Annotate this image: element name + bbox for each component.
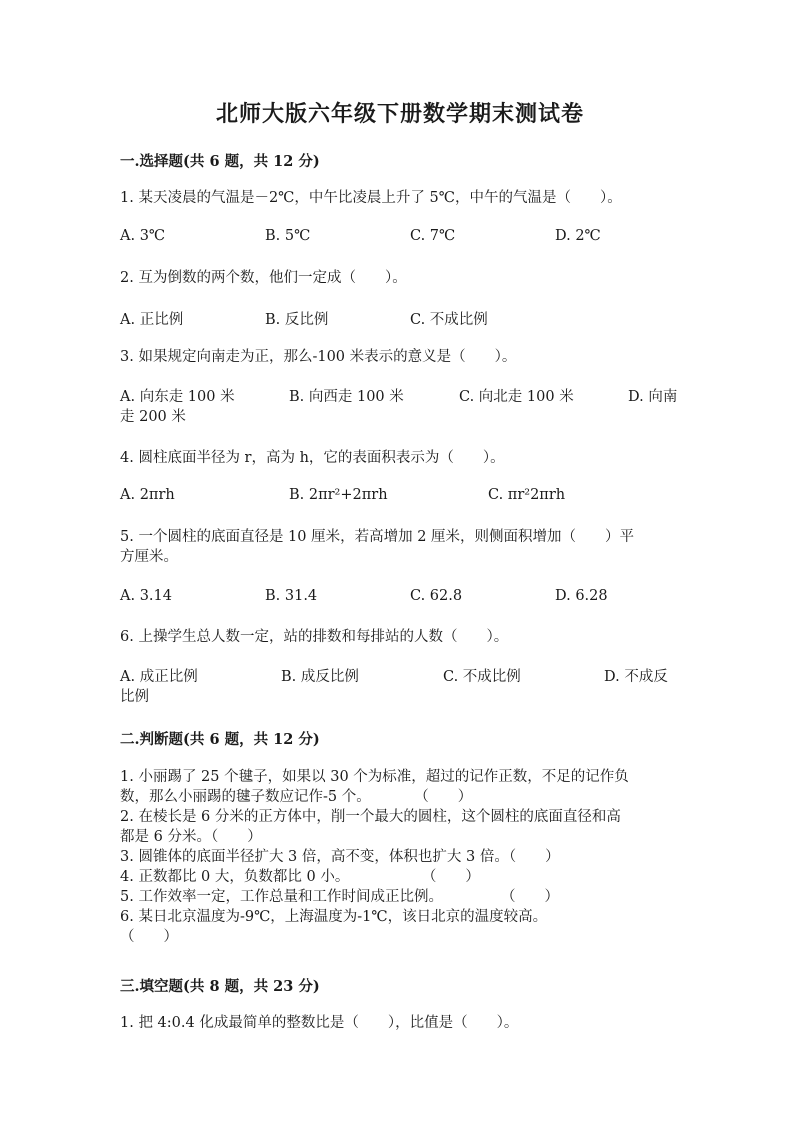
question-text: 2. 互为倒数的两个数，他们一定成（ ）。 <box>120 270 407 286</box>
option-a: A. 成正比例 <box>120 669 198 685</box>
judgement-line: 2. 在棱长是 6 分米的正方体中，削一个最大的圆柱，这个圆柱的底面直径和高 <box>120 809 621 825</box>
page-title: 北师大版六年级下册数学期末测试卷 <box>215 101 584 127</box>
option-c: C. 向北走 100 米 <box>459 389 574 405</box>
option-c: C. 不成比例 <box>410 312 488 328</box>
question-text: 1. 把 4:0.4 化成最简单的整数比是（ ），比值是（ ）。 <box>120 1015 519 1031</box>
option-b: B. 向西走 100 米 <box>289 389 404 405</box>
option-b: B. 2πr²+2πrh <box>289 487 388 503</box>
option-b: B. 反比例 <box>265 312 329 328</box>
option-d: D. 6.28 <box>555 588 608 604</box>
option-b: B. 31.4 <box>265 588 318 604</box>
judgement-line: 都是 6 分米。（ ） <box>120 829 262 845</box>
option-c: C. πr²2πrh <box>488 487 566 503</box>
options-row <box>120 308 680 328</box>
options-row <box>120 387 680 427</box>
option-d: D. 向南 <box>628 389 678 405</box>
options-row <box>120 228 680 248</box>
options-row <box>120 487 680 507</box>
judgement-line: 5. 工作效率一定，工作总量和工作时间成正比例。 （ ） <box>120 889 559 905</box>
question-line: 5. 一个圆柱的底面直径是 10 厘米，若高增加 2 厘米，则侧面积增加（ ）平 <box>120 529 635 545</box>
option-a: A. 2πrh <box>120 487 175 503</box>
option-b: B. 5℃ <box>265 228 311 244</box>
question-line: 方厘米。 <box>120 549 178 565</box>
option-a: A. 向东走 100 米 <box>120 389 235 405</box>
options-row <box>120 667 680 707</box>
option-a: A. 3.14 <box>120 588 172 604</box>
option-c: C. 62.8 <box>410 588 463 604</box>
option-d: D. 2℃ <box>555 228 601 244</box>
judgement-list <box>120 767 680 947</box>
option-b: B. 成反比例 <box>281 669 359 685</box>
option-d-continued: 比例 <box>120 689 149 705</box>
section-heading-choice: 一.选择题(共 6 题，共 12 分) <box>120 153 320 170</box>
question-text <box>120 527 680 567</box>
option-d: D. 不成反 <box>604 669 668 685</box>
section-heading-judgement: 二.判断题(共 6 题，共 12 分) <box>120 731 320 748</box>
question-text: 1. 某天凌晨的气温是－2℃，中午比凌晨上升了 5℃，中午的气温是（ ）。 <box>120 190 622 206</box>
question-text: 6. 上操学生总人数一定，站的排数和每排站的人数（ ）。 <box>120 629 509 645</box>
judgement-line: 数，那么小丽踢的毽子数应记作-5 个。 （ ） <box>120 789 473 805</box>
option-a: A. 正比例 <box>120 312 184 328</box>
judgement-line: 4. 正数都比 0 大，负数都比 0 小。 （ ） <box>120 869 480 885</box>
judgement-line: （ ） <box>120 929 178 945</box>
option-d-continued: 走 200 米 <box>120 409 186 425</box>
question-text: 4. 圆柱底面半径为 r，高为 h，它的表面积表示为（ ）。 <box>120 450 505 466</box>
section-heading-fill-blank: 三.填空题(共 8 题，共 23 分) <box>120 978 320 995</box>
judgement-line: 1. 小丽踢了 25 个毽子，如果以 30 个为标准，超过的记作正数，不足的记作负 <box>120 769 629 785</box>
option-a: A. 3℃ <box>120 228 166 244</box>
judgement-line: 3. 圆锥体的底面半径扩大 3 倍，高不变，体积也扩大 3 倍。（ ） <box>120 849 560 865</box>
option-c: C. 7℃ <box>410 228 456 244</box>
option-c: C. 不成比例 <box>443 669 521 685</box>
question-text: 3. 如果规定向南走为正，那么-100 米表示的意义是（ ）。 <box>120 349 517 365</box>
judgement-line: 6. 某日北京温度为-9℃，上海温度为-1℃，该日北京的温度较高。 <box>120 909 548 925</box>
options-row <box>120 588 680 608</box>
